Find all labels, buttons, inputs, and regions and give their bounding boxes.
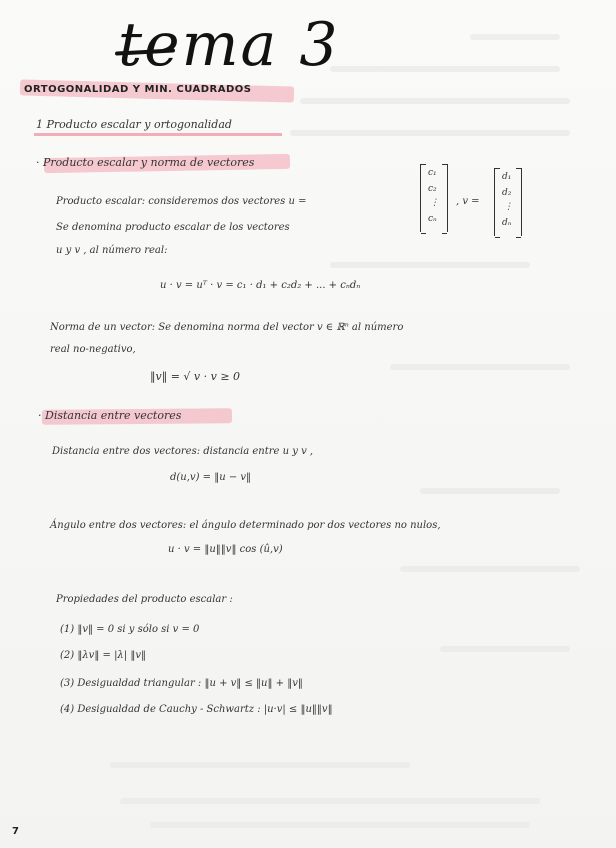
page-number: 7 [12, 826, 19, 837]
heading-producto: · Producto escalar y norma de vectores [36, 156, 255, 169]
producto-def-line-3: u y v , al número real: [56, 245, 168, 256]
heading-distancia: · Distancia entre vectores [38, 409, 182, 422]
vector-u-matrix [420, 164, 448, 232]
norma-def-line-1: Norma de un vector: Se denomina norma del vector v ∈ ℝⁿ al número [50, 322, 404, 333]
bleed-through-line [400, 566, 580, 572]
bleed-through-line [150, 822, 530, 828]
bleed-through-line [330, 66, 560, 72]
propiedad-item: (4) Desigualdad de Cauchy - Schwartz : |u·v| ≤ ‖u‖‖v‖ [60, 704, 333, 715]
bleed-through-line [470, 34, 560, 40]
u-entry: ⋮ [430, 198, 439, 208]
producto-def-line-2: Se denomina producto escalar de los vectores [56, 222, 290, 233]
bleed-through-line [120, 798, 540, 804]
producto-def-line-1: Producto escalar: consideremos dos vectores u = [56, 196, 307, 207]
bleed-through-line [110, 762, 410, 768]
bleed-through-line [330, 262, 530, 268]
propiedad-item: (3) Desigualdad triangular : ‖u + v‖ ≤ ‖u‖ + ‖v‖ [60, 678, 303, 689]
subsection-underline [34, 133, 282, 136]
v-entry: ⋮ [504, 202, 513, 212]
propiedades-title: Propiedades del producto escalar : [56, 594, 233, 605]
bleed-through-line [290, 130, 570, 136]
formula-angulo: u · v = ‖u‖‖v‖ cos (û,v) [168, 544, 283, 555]
propiedad-item: (1) ‖v‖ = 0 si y sólo si v = 0 [60, 624, 200, 635]
bleed-through-line [440, 646, 570, 652]
distancia-def: Distancia entre dos vectores: distancia entre u y v , [52, 446, 314, 457]
v-entry: d₂ [502, 188, 512, 198]
bleed-through-line [420, 488, 560, 494]
u-entry: c₁ [428, 168, 437, 178]
angulo-def: Ángulo entre dos vectores: el ángulo determinado por dos vectores no nulos, [50, 520, 441, 531]
producto-def-v-label: , v = [456, 196, 480, 207]
vector-v-matrix [494, 168, 522, 236]
formula-producto-escalar: u · v = uᵀ · v = c₁ · d₁ + c₂d₂ + ... + cₙdₙ [160, 280, 361, 291]
v-entry: d₁ [502, 172, 512, 182]
norma-def-line-2: real no-negativo, [50, 344, 136, 355]
propiedad-item: (2) ‖λv‖ = |λ| ‖v‖ [60, 650, 146, 661]
section-title: ORTOGONALIDAD Y MIN. CUADRADOS [24, 84, 252, 95]
bleed-through-line [300, 98, 570, 104]
formula-norma: ‖v‖ = √ v · v ≥ 0 [150, 370, 241, 383]
page-title: tema 3 [118, 10, 340, 80]
u-entry: cₙ [428, 214, 437, 224]
subsection-title: 1 Producto escalar y ortogonalidad [36, 118, 232, 131]
bleed-through-line [390, 364, 570, 370]
u-entry: c₂ [428, 184, 437, 194]
formula-distancia: d(u,v) = ‖u − v‖ [170, 472, 252, 483]
v-entry: dₙ [502, 218, 512, 228]
